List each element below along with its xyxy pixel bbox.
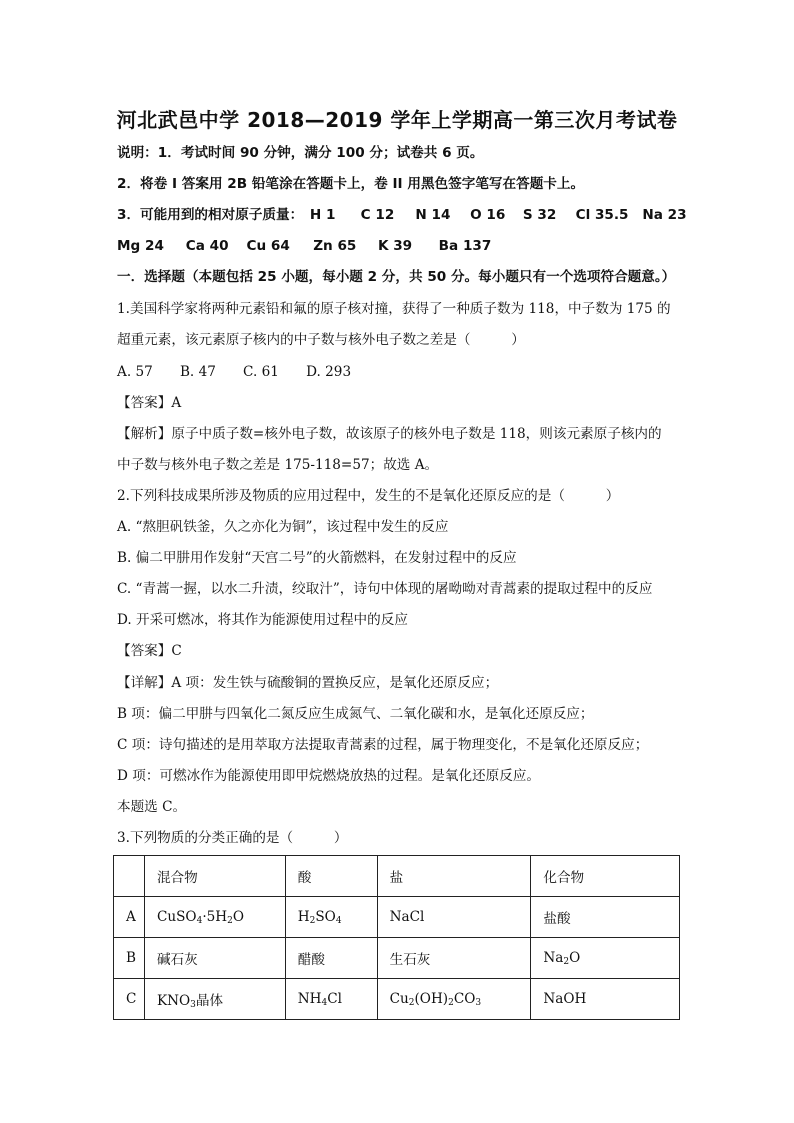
note-line-4	[117, 240, 491, 254]
atomic-mass-o: O 16	[470, 207, 506, 223]
table-row	[114, 897, 680, 938]
table-cell: 盐酸	[531, 897, 680, 938]
q3-stem: 3.下列物质的分类正确的是（ ）	[117, 830, 348, 846]
atomic-mass-cu: Cu 64	[246, 238, 290, 254]
atomic-mass-n: N 14	[415, 207, 451, 223]
atomic-mass-h: H 1	[309, 207, 336, 223]
q1-options: A. 57 B. 47 C. 61 D. 293	[117, 364, 352, 380]
header-cell: 酸	[285, 856, 377, 897]
q2-detail-b: B 项：偏二甲肼与四氧化二氮反应生成氮气、二氧化碳和水，是氧化还原反应；	[117, 706, 594, 722]
q2-option-a: A. “熬胆矾铁釜，久之亦化为铜”，该过程中发生的反应	[117, 519, 449, 535]
q2-detail-a: 【详解】A 项：发生铁与硫酸铜的置换反应，是氧化还原反应；	[117, 675, 499, 691]
table-cell: $Na_2O$	[531, 938, 680, 979]
classification-table	[113, 855, 680, 1020]
table-cell: 醋酸	[285, 938, 377, 979]
atomic-mass-na: Na 23	[642, 207, 687, 223]
q1-analysis-line-2: 中子数与核外电子数之差是 175-118=57；故选 A。	[117, 457, 439, 473]
table-cell: B	[114, 938, 145, 979]
table-cell: 生石灰	[377, 938, 531, 979]
header-cell	[114, 856, 145, 897]
atomic-mass-k: K 39	[377, 238, 413, 254]
table-cell: $H_2SO_4$	[285, 897, 377, 938]
q1-answer: 【答案】A	[117, 395, 182, 411]
q2-answer: 【答案】C	[117, 643, 182, 659]
atomic-mass-cl: Cl 35.5	[575, 207, 629, 223]
atomic-mass-c: C 12	[360, 207, 395, 223]
q2-detail-d: D 项：可燃冰作为能源使用即甲烷燃烧放热的过程。是氧化还原反应。	[117, 768, 541, 784]
q1-stem-line-1: 1.美国科学家将两种元素铅和氟的原子核对撞，获得了一种质子数为 118，中子数为 175 的	[117, 301, 671, 317]
atomic-mass-mg: Mg 24	[117, 238, 164, 254]
q2-option-d: D. 开采可燃冰，将其作为能源使用过程中的反应	[117, 612, 408, 628]
q2-stem: 2.下列科技成果所涉及物质的应用过程中，发生的不是氧化还原反应的是（ ）	[117, 488, 620, 504]
exam-title: 河北武邑中学 2018—2019 学年上学期高一第三次月考试卷	[116, 108, 678, 132]
table-cell: NaCl	[377, 897, 531, 938]
atomic-mass-ba: Ba 137	[438, 238, 492, 254]
table-cell: $NH_4Cl$	[285, 979, 377, 1020]
atomic-mass-zn: Zn 65	[313, 238, 357, 254]
table-cell: $Cu_2(OH)_2CO_3$	[377, 979, 531, 1020]
header-cell: 混合物	[144, 856, 285, 897]
note-line-3	[117, 209, 687, 223]
q2-conclusion: 本题选 C。	[117, 799, 187, 815]
q2-option-b: B. 偏二甲肼用作发射“天宫二号”的火箭燃料，在发射过程中的反应	[117, 550, 517, 566]
section-heading: 一．选择题（本题包括 25 小题，每小题 2 分，共 50 分。每小题只有一个选项符合题意。）	[117, 269, 676, 285]
table-cell: A	[114, 897, 145, 938]
atomic-mass-s: S 32	[522, 207, 557, 223]
table-cell: NaOH	[531, 979, 680, 1020]
q2-detail-c: C 项：诗句描述的是用萃取方法提取青蒿素的过程，属于物理变化，不是氧化还原反应；	[117, 737, 649, 753]
table-cell: $CuSO_4\cdot 5H_2O$	[144, 897, 285, 938]
note-line-1: 说明：1．考试时间 90 分钟，满分 100 分；试卷共 6 页。	[117, 145, 484, 161]
atomic-mass-label: 3．可能用到的相对原子质量：	[117, 207, 304, 223]
table-cell: $KNO_3$晶体	[144, 979, 285, 1020]
header-cell: 化合物	[531, 856, 680, 897]
note-line-2: 2．将卷 I 答案用 2B 铅笔涂在答题卡上，卷 II 用黑色签字笔写在答题卡上。	[117, 176, 585, 192]
table-row	[114, 979, 680, 1020]
table-cell: 碱石灰	[144, 938, 285, 979]
q1-stem-line-2: 超重元素，该元素原子核内的中子数与核外电子数之差是（ ）	[117, 332, 525, 348]
table-row	[114, 938, 680, 979]
header-cell: 盐	[377, 856, 531, 897]
q1-analysis-line-1: 【解析】原子中质子数=核外电子数，故该原子的核外电子数是 118，则该元素原子核内的	[117, 426, 662, 442]
atomic-mass-ca: Ca 40	[185, 238, 229, 254]
table-header-row	[114, 856, 680, 897]
q2-option-c: C. “青蒿一握，以水二升渍，绞取汁”，诗句中体现的屠呦呦对青蒿素的提取过程中的反应	[117, 581, 653, 597]
table-cell: C	[114, 979, 145, 1020]
